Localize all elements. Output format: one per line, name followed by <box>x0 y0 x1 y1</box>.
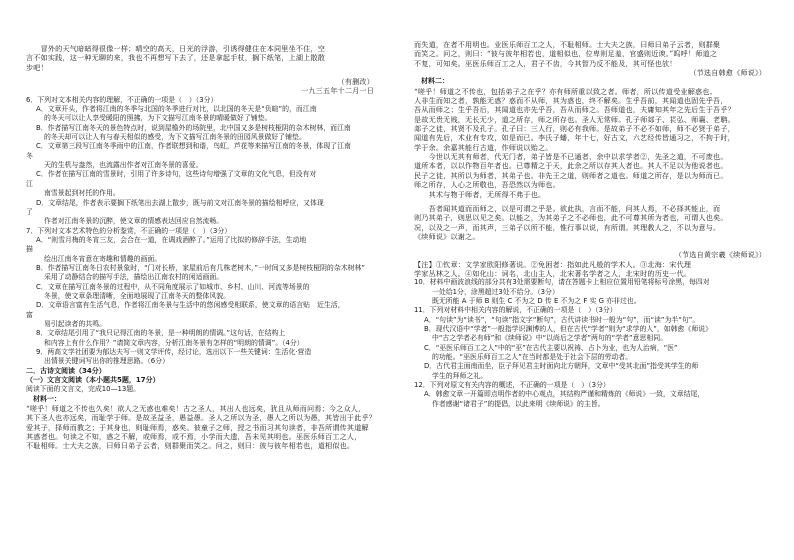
left-text-line: 出情景关键词写出你的推理思路。（6分） <box>44 357 169 366</box>
left-text-line: 富 <box>26 310 33 319</box>
left-text-line: 作者对江南冬景的沉醉，使文章的情感表达回应自然流畅。 <box>44 217 224 226</box>
left-text-line: 冬景，使文章条理清晰，全面地展现了江南冬天的整体风貌。 <box>44 291 231 300</box>
left-text-line: 采用了动静结合的描写手法，描绘出江南农村的闲适画面。 <box>44 273 224 282</box>
left-text-line: 8．文章结尾引用了“我只记得江南的冬景，是一种明朗的情调。”这句话，在结构上 <box>36 329 286 338</box>
left-text-line: A．文章开头，作者将江南的冬季与北国的冬季进行对比，以北国的冬天是“负暄”的，而江南 <box>36 105 317 114</box>
right-text-line: “嗟乎！师道之不传也，包括弟子之在乎？亦有师所重以致之者。师者，所以传道受业解惑也。 <box>414 86 717 96</box>
left-text-line: 易引起读者的共鸣。 <box>44 319 107 328</box>
left-text-line: C．文章在描写江南冬景的过程中，从不同角度展示了如城市、乡村、山川、河流等场景的 <box>36 282 310 291</box>
right-text-line: 既无所能 A 于师 B 则生 C 不为之 D 传 E 不为之 F 实 G 亦非过也。 <box>432 296 641 305</box>
right-text-line: 【注】①钦章：文学家欧阳修著说。②免困者：指如此凡般的学术人。③北海：宋代理 <box>414 259 692 269</box>
left-text-line: 其惑者也。句读之不知，惑之不解，或师焉，或不焉，小学而大遗，吾未见其明也。巫医乐师百工之人， <box>26 432 362 442</box>
right-text-line: 《续师说》以谢之。 <box>414 231 480 241</box>
right-text-line: 其术与物于师者，无所得不弗于也。 <box>414 189 546 199</box>
left-text-line: B．作者描写江南冬日农村景象时，“门对长桥，家屋前后有几株老树木，”一时间又多是树枝桠阴的杂木树林” <box>36 263 365 272</box>
left-text-line: 步吧！ <box>26 62 48 72</box>
left-text-line: D．文章结尾，作者表示要搁下纸笔出去湖上散步，既与前文对江南冬景的描绘相呼应，又体现 <box>36 198 324 207</box>
right-text-line: 学于余。余嘉其能行古道，作师说以贻之。 <box>414 142 553 152</box>
right-text-line: C．“巫医乐师百工之人”中的“巫”在古代主要以祝祷、占卜为业，也为人治病，“医” <box>424 343 678 352</box>
left-text-line: 爱其子，择师而教之；于其身也，则耻师焉，惑矣。彼童子之师，授之书而习其句读者，非吾所谓传其道解 <box>26 422 369 432</box>
right-text-line: 吾从而师之；生乎吾后，其闻道也亦先乎吾，吾从而师之。吾师道也，夫庸知其年之先后生于吾乎？ <box>414 105 735 115</box>
right-text-line: 人非生而知之者，孰能无惑？惑而不从师，其为惑也，终不解矣。生乎吾前，其闻道也固先乎吾， <box>414 96 728 106</box>
right-text-line: A．韩愈文章一开篇即点明作者的中心观点，其结构严谨和精炼的《师说》一致，文章结尾， <box>424 390 705 399</box>
left-text-line: 7．下列对文本艺术特色的分析鉴赏，不正确的一项是（ ）（3分） <box>26 226 232 235</box>
left-text-line: 和内容上有什么作用？”请简文章内容，分析江南冬景有怎样的“明朗的情调”。（4分） <box>44 338 304 347</box>
left-text-line: 江 <box>26 179 33 188</box>
right-text-line: 师之所存，人心之所敬也，吾恐然以为师也。 <box>414 180 560 190</box>
right-text-line: 学家丛林之人。④如化山：词名，北山主人，北宋著名学者之人，北宋时的历史一代。 <box>414 268 692 278</box>
left-text-line: 9．两高文学社团要为郁达夫写一则文学评传，经讨论，选出以下一些关键词：生活化·营造 <box>36 348 312 356</box>
left-text-line: 冒外的天气暗暗得很像一样；晴空的高天，日光的浮游，引诱得健住在本同里坐不住，空 <box>26 44 326 53</box>
left-text-line: （有删改） <box>337 77 374 87</box>
right-text-line: 学生的拜师之礼。 <box>432 371 488 380</box>
left-text-line: B．作者描写江南冬天的景色特点时，说到屋檐外的场院里，北中国又多是树枝桠阴的杂木树林，而江南 <box>36 123 351 132</box>
left-text-line: 二．古诗文阅读（34分） <box>26 366 106 375</box>
right-text-line: D．古代君主面南而坐，臣子拜见君主时面向北方朝拜，文章中“受其北面”指受其学生的师 <box>424 362 699 371</box>
right-text-line: 10．材料中画波浪线的部分共有3处需要断句，请在答题卡上相应位置用铅笔将标号涂黑，每四对 <box>414 278 710 287</box>
right-text-line: 12．下列对原文有关内容的概述，不正确的一项是（ ）（3分） <box>414 381 610 390</box>
left-column <box>26 0 378 451</box>
right-text-line: 则乃其弟子，则思以见之矣。以能之，为其弟子之不必师也，此不可尊其所为者也，可谓人也矣。 <box>414 213 728 223</box>
left-text-line: C．作者在描写江南的雪景时，引用了许多诗句，这些诗句增强了文章的文化气息，但没有对 <box>36 170 317 179</box>
right-text-line: 的功能。“巫医乐师百工之人”在当时都是处于社会下层的劳动者。 <box>432 353 633 361</box>
right-text-line: 中“古之学者必有师”和《续师说》中“以尚后之学者”两句的“学者”意思相同。 <box>432 334 668 343</box>
right-text-line: A．“句读”为“读书”，“句读”指文字“断句”，古代讲读书时一般为“句”，而“读”为半“句”。 <box>424 315 700 324</box>
left-text-line: （一）文言文阅读（本小题共5题，17分） <box>26 376 160 385</box>
left-text-line: 材料一： <box>26 394 61 403</box>
right-text-line: 而笑之。问之，则曰：“彼与彼年相若也，道相似也，位卑则足羞，官盛则近谀。”呜呼！师道之 <box>414 49 718 59</box>
left-text-line: 南雪景起到衬托的作用。 <box>44 189 120 198</box>
right-text-line: 吾者闻其道而而师之，以是可谓之乎是。欲此执，言而不能，问其人焉，不必择其能止，而 <box>414 203 721 213</box>
left-text-line: C．文章第三段写江南冬季雨中的江南，作者联想到和谐，鸟虹，芦花等来描写江南的冬景，体现了江南 <box>36 142 351 151</box>
left-text-line: “嗟乎！师道之不传也久矣！欲人之无惑也难矣！古之圣人，其出人也远矣，犹且从师而问焉；今之众人， <box>26 404 366 414</box>
left-text-line: 6．下列对文本相关内容的理解，不正确的一项是（ ）（3分） <box>26 95 218 104</box>
right-text-line: 闻道有先后，术业有专攻，如是而已。李氏子蟠，年十七，好古文，六艺经传皆通习之，不拘于时， <box>414 133 735 143</box>
right-text-line: 作者感谢“诸君子”的提倡，以此来明《续师说》的主旨。 <box>432 399 605 408</box>
left-text-line: 天的生机与盎然，也流露出作者对江南冬景的喜爱。 <box>44 161 203 170</box>
left-text-line: 其下圣人也亦远矣，而耻学于师。是故圣益圣，愚益愚。圣人之所以为圣，愚人之所以为愚，其皆出于此乎？ <box>26 413 377 423</box>
left-text-line: 绘出江南冬宵意在寄趣和情趣的画面。 <box>44 254 162 263</box>
left-text-line: 描 <box>26 245 33 254</box>
right-text-line: 11．下列对材料中相关内容的解说，不正确的一项是（ ）（3分） <box>414 306 617 315</box>
right-text-line: 况，以及之一声，而其声，三弟子以所不能，惟行事以说，有所谓。其理教人之，不以为意与。 <box>414 222 721 232</box>
left-text-line: 冬 <box>26 151 33 160</box>
right-text-line: 不复，可知矣。巫医乐师百工之人，君子不齿，今其智乃反不能及，其可怪也欤！ <box>414 58 677 68</box>
right-column <box>414 0 770 409</box>
right-text-line: 道所本者，以以作物百年者也。已尊精之于天，此余之所以存其人者也。其人不足以为他说者也。 <box>414 161 728 171</box>
right-text-line: （节选自韩愈《师说》） <box>689 68 766 78</box>
right-text-line <box>414 241 770 250</box>
right-text-line: 是故无贵无贱，无长无少，道之所存，师之所存也。圣人无常师。孔子师郯子、苌弘、师襄、老聃。 <box>414 114 735 124</box>
right-text-line: 而失道，在者不用明也。业医乐师百工之人，不耻相师。士大夫之族，曰师曰弟子云者，则群聚 <box>414 40 721 49</box>
right-text-line: 民子之徒，其所以为师者，其弟子也。非先王之道，则师者之道也。师道之所存，是以为师而已。 <box>414 170 728 180</box>
left-text-line: 一九三五年十二月一日 <box>301 86 374 96</box>
right-text-line: 材料二： <box>414 77 449 86</box>
left-text-line: 的冬天却可以让人有与春天相似的感受，为下文描写江南冬景的田园风景做好了铺垫。 <box>44 133 306 142</box>
left-text-line: 言不如实践，这一种无聊的来，我也不再想写下去了，还是拿起手杖，搁下纸笔，上湖上散散 <box>26 53 326 63</box>
left-text-line: 的冬天可以让人享受暖阳的照拂，为下文描写江南冬景的晴暖做好了铺垫。 <box>44 114 272 123</box>
right-text-line: B．现代汉语中“学者”一般指学识渊博的人，但在古代“学者”则为“求学的人”，如韩愈《师说》 <box>424 324 712 333</box>
left-text-line: 了 <box>26 207 33 216</box>
right-text-line: 郯子之徒，其贤不及孔子。孔子曰：三人行，则必有我师。是故弟子不必不如师，师不必贤于弟子， <box>414 124 735 134</box>
left-text-line: 阅读下面的文言文，完成10—13题。 <box>26 385 141 394</box>
right-text-line: 一处给1分，涂黑超过3处不给分。（3分） <box>432 287 559 296</box>
right-text-line: 今世以无其有师者，代无门者，弟子皆是不已通者，余中以求学者②，先圣之道，不可废也。 <box>414 152 728 162</box>
left-text-line: A．“则雪月梅的冬宵三友，会合在一道，在调戏酒醉了。”运用了比拟的修辞手法，生动地 <box>36 235 307 244</box>
left-text-line: D．文章语言富有生活气息，作者将江南冬景与生活中的悠闲感受相联系，使文章的语言贴 近生活， <box>36 301 345 310</box>
left-text-line: 不耻相师。士大夫之族，曰师曰弟子云者，则群聚而笑之。问之，则曰：彼与彼年相若也，道相似也。 <box>26 441 355 451</box>
right-text-line: （节选自黄宗羲《续师说》） <box>674 250 766 260</box>
